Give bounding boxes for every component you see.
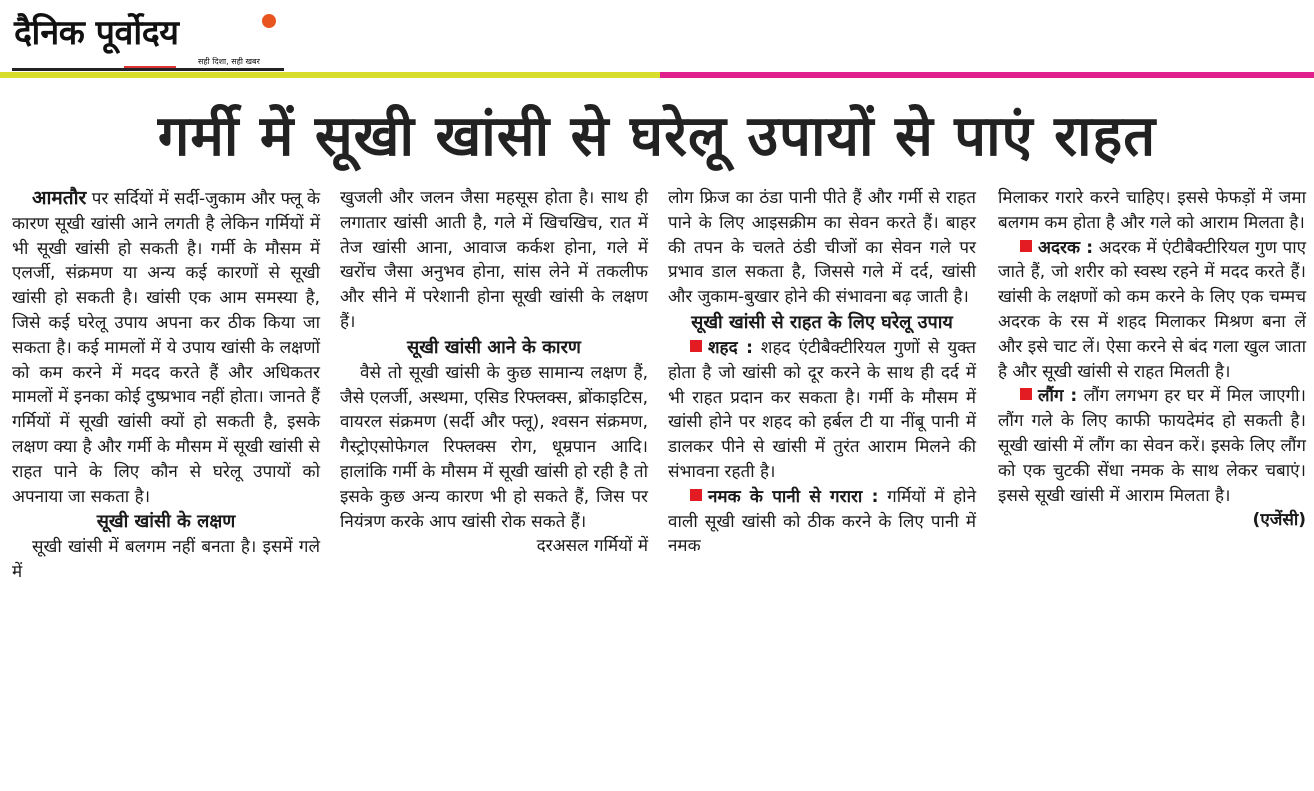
intro-paragraph [12,186,320,509]
symptoms-paragraph: सूखी खांसी में बलगम नहीं बनता है। इसमें गले में [12,537,320,583]
salt-water-label: नमक के पानी से गरारा : [708,486,879,507]
causes-subhead: सूखी खांसी आने के कारण [407,336,581,358]
logo-underline [12,68,284,71]
masthead [0,0,1314,80]
agency-credit: (एजेंसी) [1252,510,1306,531]
article-column-2 [340,186,648,559]
intro-text: पर सर्दियों में सर्दी-जुकाम और फ्लू के कारण सूखी खांसी आने लगती है लेकिन गर्मियों में भी सूखी खांसी हो सकती है। गर्मी के मौसम में एलर्जी, संक्रमण या अन्य कई कारणों से सूखी खांसी हो सकती है। खांसी एक आम समस्या है, जिसे कई घरेलू उपाय अपना कर ठीक किया जा सकता है। कई मामलों में ये उपाय खांसी के लक्षणों को कम करने में मदद करते हैं और अधिकतर मामलों में इनका कोई दुष्प्रभाव नहीं होता। जानते हैं गर्मियों में सूखी खांसी क्यों हो सकती है, इसके लक्षण क्या है और गर्मी के मौसम में सूखी खांसी से राहत पाने के लिए कौन से घरेलू उपायों को अपनाया जा सकता है। [12,189,321,507]
newspaper-logo[interactable]: दैनिक पूर्वोदय [14,13,179,53]
causes-continued: लोग फ्रिज का ठंडा पानी पीते हैं और गर्मी से राहत पाने के लिए आइसक्रीम का सेवन करते हैं। बाहर की तपन के चलते ठंडी चीजों का सेवन गले पर प्रभाव डाल सकता है, जिससे गले में दर्द, खांसी और जुकाम-बुखार होने की संभावना बढ़ जाती है। [668,188,976,308]
causes-tail: दरअसल गर्मियों में [536,536,648,557]
red-square-bullet-icon [1020,388,1032,400]
clove-label: लौंग : [1038,386,1078,407]
clove-paragraph [998,384,1306,508]
salt-water-continued: मिलाकर गरारे करने चाहिए। इससे फेफड़ों में जमा बलगम कम होता है और गले को आराम मिलता है। [998,188,1306,233]
ginger-label: अदरक : [1038,237,1094,258]
lead-word: आमतौर [32,187,87,209]
red-square-bullet-icon [1020,240,1032,252]
causes-paragraph: वैसे तो सूखी खांसी के कुछ सामान्य लक्षण हैं, जैसे एलर्जी, अस्थमा, एसिड रिफ्लक्स, ब्रोंकाइटिस, वायरल संक्रमण (सर्दी और फ्लू), श्वसन संक्रमण, गैस्ट्रोएसोफेगल रिफ्लक्स रोग, धूम्रपान आदि। हालांकि गर्मी के मौसम में सूखी खांसी हो रही है तो इसके कुछ अन्य कारण भी हो सकते हैं, जिस पर नियंत्रण करके आप खांसी रोक सकते हैं। [340,362,648,532]
article-column-1 [12,186,320,585]
red-square-bullet-icon [690,340,702,352]
symptoms-continued: खुजली और जलन जैसा महसूस होता है। साथ ही लगातार खांसी आती है, गले में खिचखिच, रात में तेज खांसी आना, आवाज कर्कश होना, गले में खरोंच जैसा अनुभव होना, सांस लेने में तकलीफ और सीने में परेशानी होना सूखी खांसी के लक्षण हैं। [340,188,648,332]
logo-dot-icon [262,14,276,28]
honey-paragraph [668,336,976,485]
article-body [12,186,1307,786]
color-band-pink [660,72,1314,78]
honey-text: शहद एंटीबैक्टीरियल गुणों से युक्त होता है जो खांसी को दूर करने के साथ ही दर्द में भी राहत प्रदान कर सकता है। गर्मी के मौसम में खांसी होने पर शहद को हर्बल टी या नींबू पानी में डालकर पीने से खांसी में तुरंत आराम मिलने की संभावना रहती है। [668,337,976,482]
article-column-4 [998,186,1306,533]
ginger-text: अदरक में एंटीबैक्टीरियल गुण पाए जाते हैं, जो शरीर को स्वस्थ रहने में मदद करते हैं। खांसी के लक्षणों को कम करने के लिए एक चम्मच अदरक के रस में शहद मिलाकर मिश्रण बना लें और इसे चाट लें। ऐसा करने से बंद गला खुल जाता है और सूखी खांसी से राहत मिलती है। [998,237,1307,382]
salt-water-paragraph [668,485,976,559]
color-band-yellow [0,72,660,78]
logo-accent-line [124,66,176,68]
clove-text: लौंग लगभग हर घर में मिल जाएगी। लौंग गले के लिए काफी फायदेमंद हो सकती है। सूखी खांसी में लौंग का सेवन करें। इसके लिए लौंग को एक चुटकी सेंधा नमक के साथ लेकर चबाएं। इससे सूखी खांसी में आराम मिलता है। [998,386,1306,506]
honey-label: शहद : [708,337,753,358]
newspaper-tagline: सही दिशा, सही खबर [198,57,260,66]
salt-water-text: गर्मियों में होने वाली सूखी खांसी को ठीक करने के लिए पानी में नमक [668,486,977,557]
red-square-bullet-icon [690,489,702,501]
remedies-subhead: सूखी खांसी से राहत के लिए घरेलू उपाय [691,311,953,333]
article-column-3 [668,186,976,559]
article-headline: गर्मी में सूखी खांसी से घरेलू उपायों से पाएं राहत [157,104,1157,169]
ginger-paragraph [998,236,1306,385]
symptoms-subhead: सूखी खांसी के लक्षण [96,511,236,533]
